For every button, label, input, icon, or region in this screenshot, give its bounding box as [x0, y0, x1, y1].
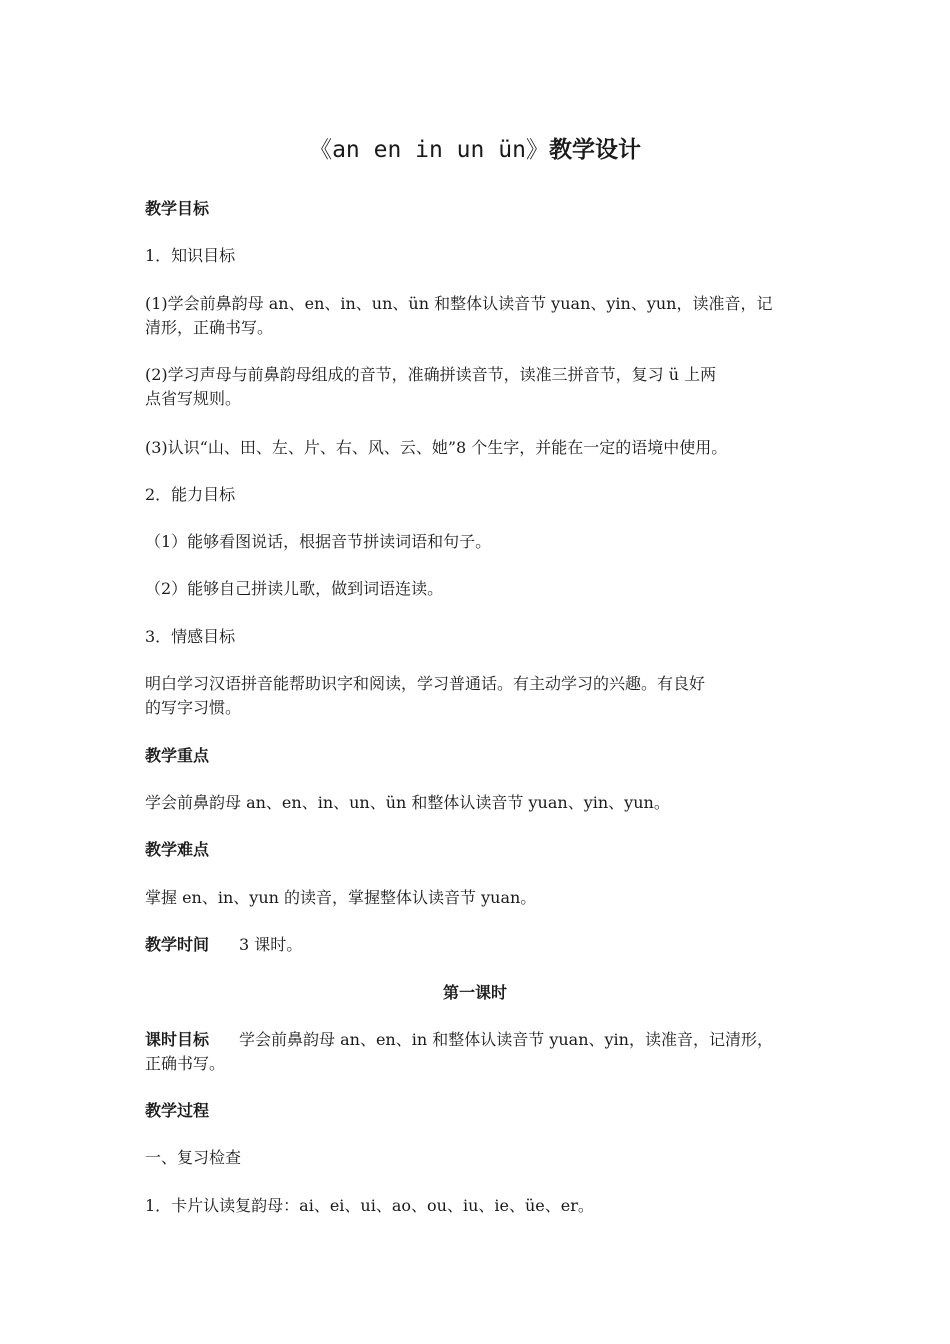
difficulty-heading: 教学难点	[145, 840, 210, 859]
knowledge-heading: 1．知识目标	[145, 246, 236, 265]
goals-heading: 教学目标	[145, 199, 210, 218]
ability-item-1: （1）能够看图说话，根据音节拼读词语和句子。	[145, 532, 492, 551]
ability-heading: 2．能力目标	[145, 485, 236, 504]
title-chinese: 教学设计	[548, 137, 641, 163]
knowledge-item-2-line1: (2)学习声母与前鼻韵母组成的音节，准确拼读音节，读准三拼音节，复习 ü 上两	[145, 365, 717, 384]
lesson-one-heading: 第一课时	[442, 983, 507, 1002]
knowledge-item-2	[145, 363, 817, 411]
teaching-time-heading: 教学时间	[145, 935, 210, 954]
key-points-text: 学会前鼻韵母 an、en、in、un、ün 和整体认读音节 yuan、yin、yun。	[145, 793, 670, 812]
knowledge-item-1-line1: (1)学会前鼻韵母 an、en、in、un、ün 和整体认读音节 yuan、yin、yun，读准音，记	[145, 294, 773, 313]
document-page	[145, 0, 817, 1344]
emotion-text-line1: 明白学习汉语拼音能帮助识字和阅读，学习普通话。有主动学习的兴趣。有良好	[145, 674, 706, 693]
ability-item-2: （2）能够自己拼读儿歌，做到词语连读。	[145, 579, 444, 598]
emotion-text-line2: 的写字习惯。	[145, 698, 242, 717]
title-pinyin: 《an en in un ün》	[309, 137, 549, 163]
knowledge-item-3: (3)认识“山、田、左、片、右、风、云、她”8 个生字，并能在一定的语境中使用。	[145, 438, 728, 457]
process-heading: 教学过程	[145, 1101, 210, 1120]
review-heading: 一、复习检查	[145, 1148, 242, 1167]
difficulty-text: 掌握 en、in、yun 的读音，掌握整体认读音节 yuan。	[145, 888, 537, 907]
lesson-goal-line2: 正确书写。	[145, 1054, 226, 1073]
knowledge-item-1-line2: 清形，正确书写。	[145, 318, 274, 337]
review-item-1: 1．卡片认读复韵母：ai、ei、ui、ao、ou、iu、ie、üe、er。	[145, 1196, 594, 1215]
emotion-text	[145, 672, 817, 720]
teaching-time	[145, 933, 817, 957]
lesson-goal-heading: 课时目标	[145, 1030, 210, 1049]
lesson-goal	[145, 1028, 817, 1076]
document-title	[145, 134, 805, 166]
emotion-heading: 3．情感目标	[145, 627, 236, 646]
lesson-goal-line1: 学会前鼻韵母 an、en、in 和整体认读音节 yuan、yin，读准音，记清形，	[239, 1030, 773, 1049]
key-points-heading: 教学重点	[145, 746, 210, 765]
teaching-time-text: 3 课时。	[239, 935, 303, 954]
knowledge-item-2-line2: 点省写规则。	[145, 389, 242, 408]
knowledge-item-1	[145, 292, 817, 340]
